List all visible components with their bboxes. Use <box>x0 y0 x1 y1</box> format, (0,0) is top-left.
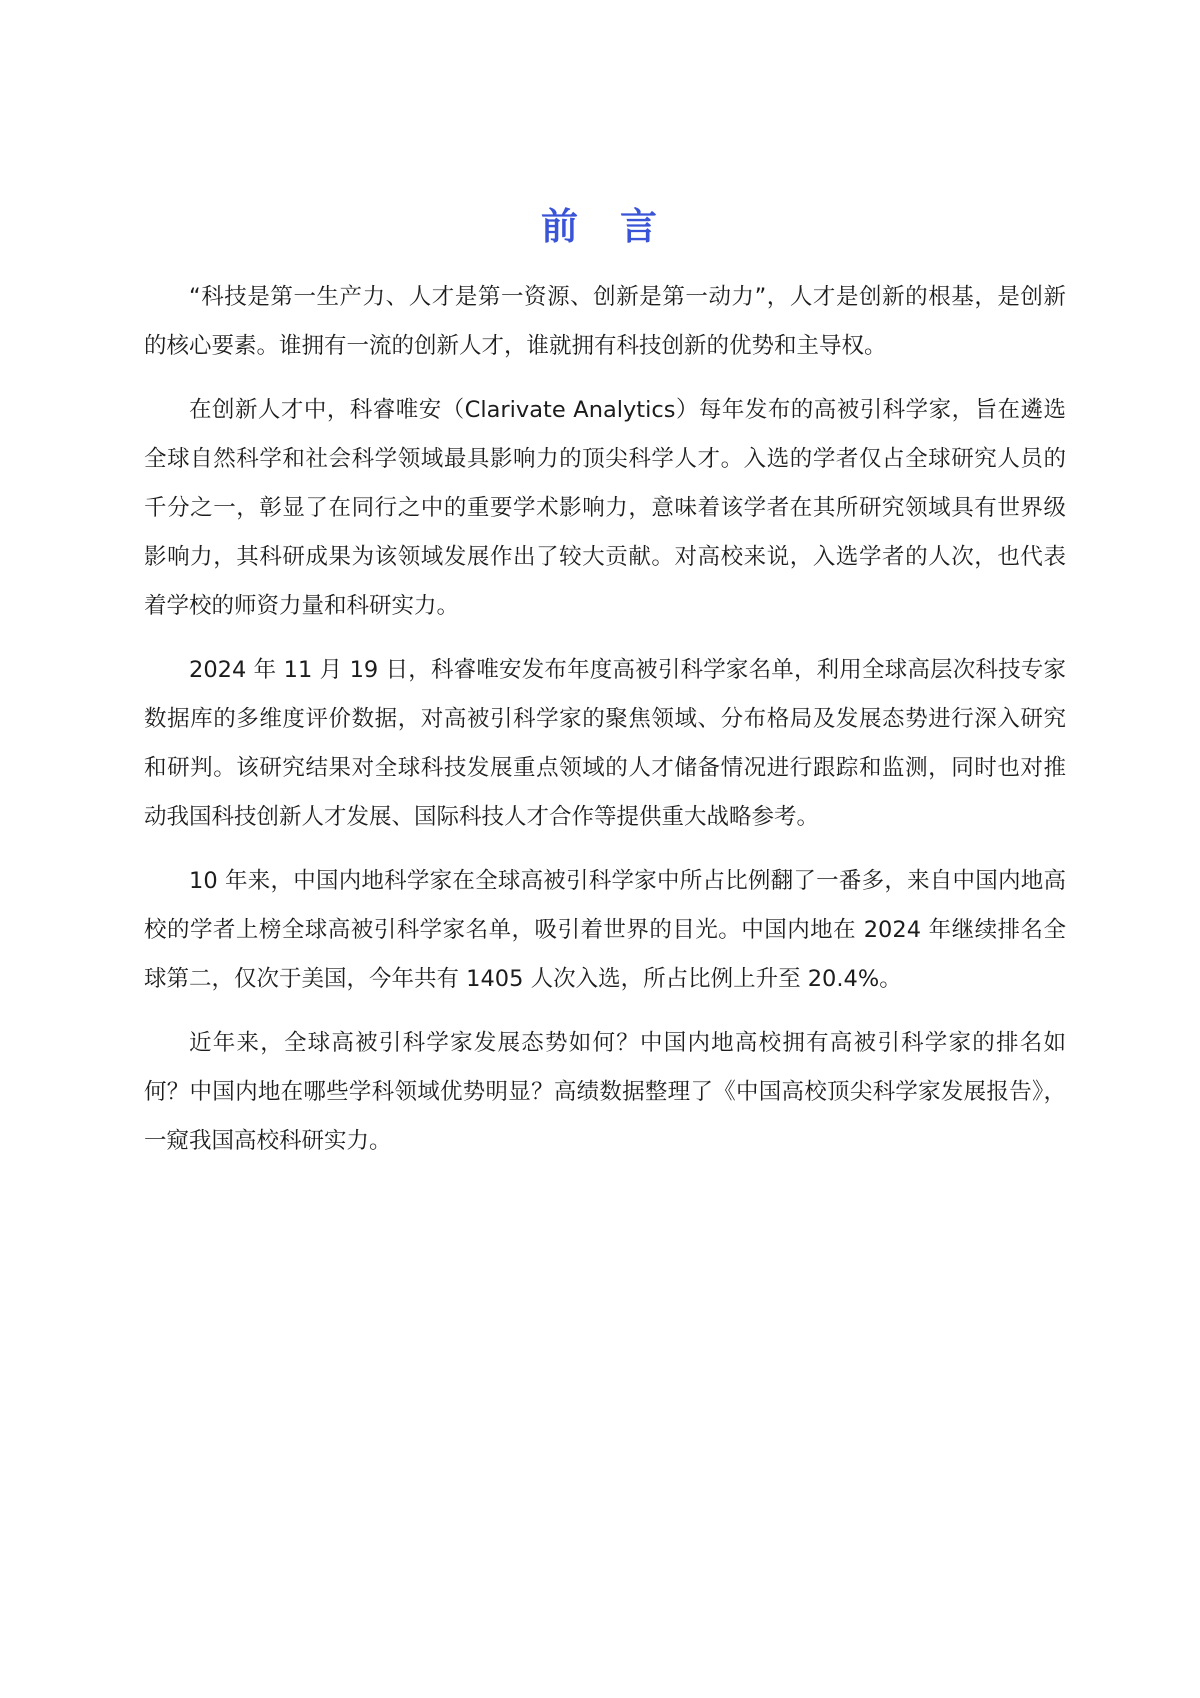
preface-body <box>144 273 1066 1181</box>
paragraph-1: “科技是第一生产力、人才是第一资源、创新是第一动力”，人才是创新的根基，是创新的核心要素。谁拥有一流的创新人才，谁就拥有科技创新的优势和主导权。 <box>144 284 1066 359</box>
paragraph-3: 2024 年 11 月 19 日，科睿唯安发布年度高被引科学家名单，利用全球高层次科技专家数据库的多维度评价数据，对高被引科学家的聚焦领域、分布格局及发展态势进行深入研究和研判。该研究结果对全球科技发展重点领域的人才储备情况进行跟踪和监测，同时也对推动我国科技创新人才发展、国际科技人才合作等提供重大战略参考。 <box>144 657 1066 830</box>
title-char-2: 言 <box>620 204 659 248</box>
paragraph-4: 10 年来，中国内地科学家在全球高被引科学家中所占比例翻了一番多，来自中国内地高校的学者上榜全球高被引科学家名单，吸引着世界的目光。中国内地在 2024 年继续排名全球第二，仅次于美国，今年共有 1405 人次入选，所占比例上升至 20.4%。 <box>144 868 1066 992</box>
paragraph-2: 在创新人才中，科睿唯安（Clarivate Analytics）每年发布的高被引科学家，旨在遴选全球自然科学和社会科学领域最具影响力的顶尖科学人才。入选的学者仅占全球研究人员的千分之一，彰显了在同行之中的重要学术影响力，意味着该学者在其所研究领域具有世界级影响力，其科研成果为该领域发展作出了较大贡献。对高校来说，入选学者的人次，也代表着学校的师资力量和科研实力。 <box>144 397 1066 619</box>
paragraph-5: 近年来，全球高被引科学家发展态势如何？中国内地高校拥有高被引科学家的排名如何？中国内地在哪些学科领域优势明显？高绩数据整理了《中国高校顶尖科学家发展报告》，一窥我国高校科研实力。 <box>144 1030 1066 1154</box>
title-char-1: 前 <box>541 204 580 248</box>
page-title <box>0 203 1200 251</box>
